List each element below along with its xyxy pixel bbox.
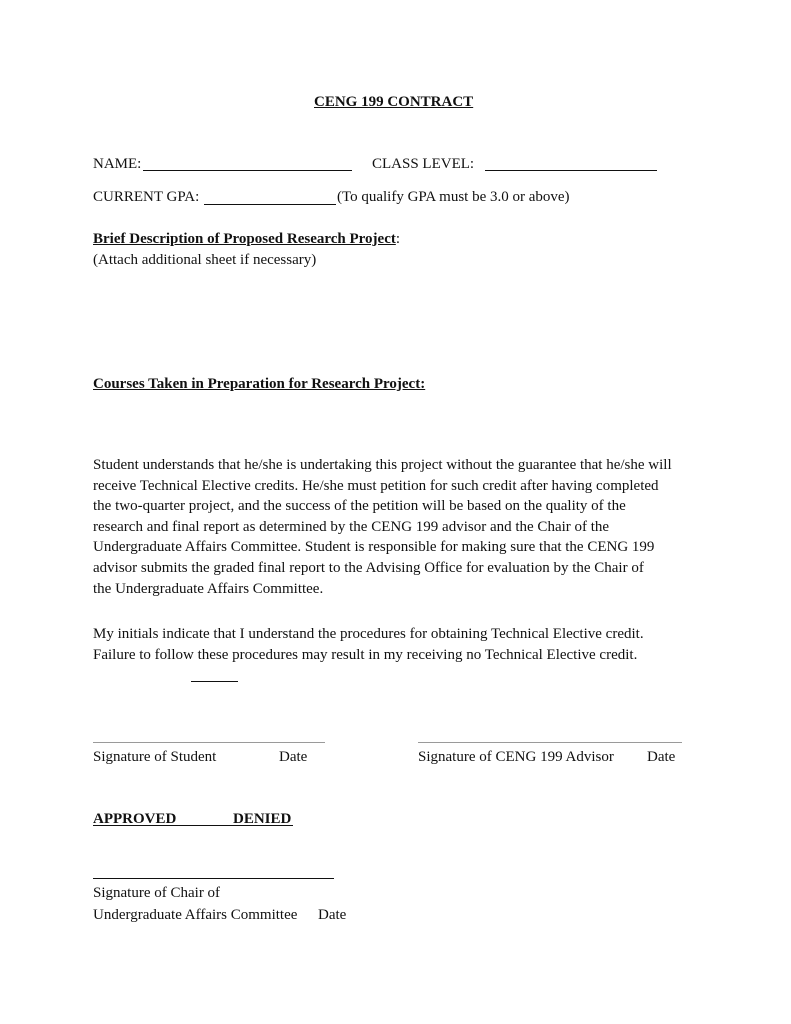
gpa-label: CURRENT GPA: (93, 189, 200, 205)
class-level-label: CLASS LEVEL: (372, 156, 475, 172)
advisor-signature-line[interactable] (418, 742, 682, 743)
terms-paragraph (93, 455, 703, 599)
decision-underline (93, 825, 293, 826)
terms-line: research and final report as determined by the CENG 199 advisor and the Chair of the (93, 518, 610, 535)
courses-heading: Courses Taken in Preparation for Research Project: (93, 376, 426, 392)
description-heading-colon: : (395, 231, 401, 247)
denied-option[interactable]: DENIED (233, 811, 292, 827)
courses-area[interactable] (93, 396, 703, 451)
gpa-field[interactable] (204, 204, 336, 205)
approved-option[interactable]: APPROVED (93, 811, 177, 827)
terms-line: the Undergraduate Affairs Committee. (93, 580, 324, 597)
name-field[interactable] (143, 170, 352, 171)
initials-paragraph (93, 624, 703, 665)
description-heading (93, 230, 400, 248)
page-title: CENG 199 CONTRACT (314, 94, 474, 110)
advisor-signature-label: Signature of CENG 199 Advisor (418, 749, 614, 765)
description-heading-text: Brief Description of Proposed Research Project (93, 231, 396, 247)
chair-committee-label: Undergraduate Affairs Committee (93, 907, 298, 923)
chair-signature-label: Signature of Chair of (93, 885, 221, 901)
initials-field[interactable] (191, 681, 238, 682)
terms-line: the two-quarter project, and the success of the petition will be based on the quality of the (93, 498, 626, 515)
student-date-label: Date (279, 749, 308, 765)
initials-line: Failure to follow these procedures may result in my receiving no Technical Elective credit. (93, 646, 638, 663)
initials-line: My initials indicate that I understand the procedures for obtaining Technical Elective credit. (93, 626, 644, 642)
terms-line: advisor submits the graded final report to the Advising Office for evaluation by the Chair of (93, 559, 644, 576)
terms-line: Undergraduate Affairs Committee. Student is responsible for making sure that the CENG 199 (93, 539, 655, 556)
name-label: NAME: (93, 156, 142, 172)
gpa-note: (To qualify GPA must be 3.0 or above) (337, 189, 570, 205)
class-level-field[interactable] (485, 170, 657, 171)
student-signature-line[interactable] (93, 742, 325, 743)
terms-line: receive Technical Elective credits. He/she must petition for such credit after having completed (93, 477, 659, 494)
description-area[interactable] (93, 272, 703, 370)
terms-line: Student understands that he/she is undertaking this project without the guarantee that he/she will (93, 457, 672, 473)
chair-signature-line[interactable] (93, 878, 334, 879)
chair-date-label: Date (318, 907, 347, 923)
advisor-date-label: Date (647, 749, 676, 765)
description-note: (Attach additional sheet if necessary) (93, 252, 317, 268)
student-signature-label: Signature of Student (93, 749, 217, 765)
